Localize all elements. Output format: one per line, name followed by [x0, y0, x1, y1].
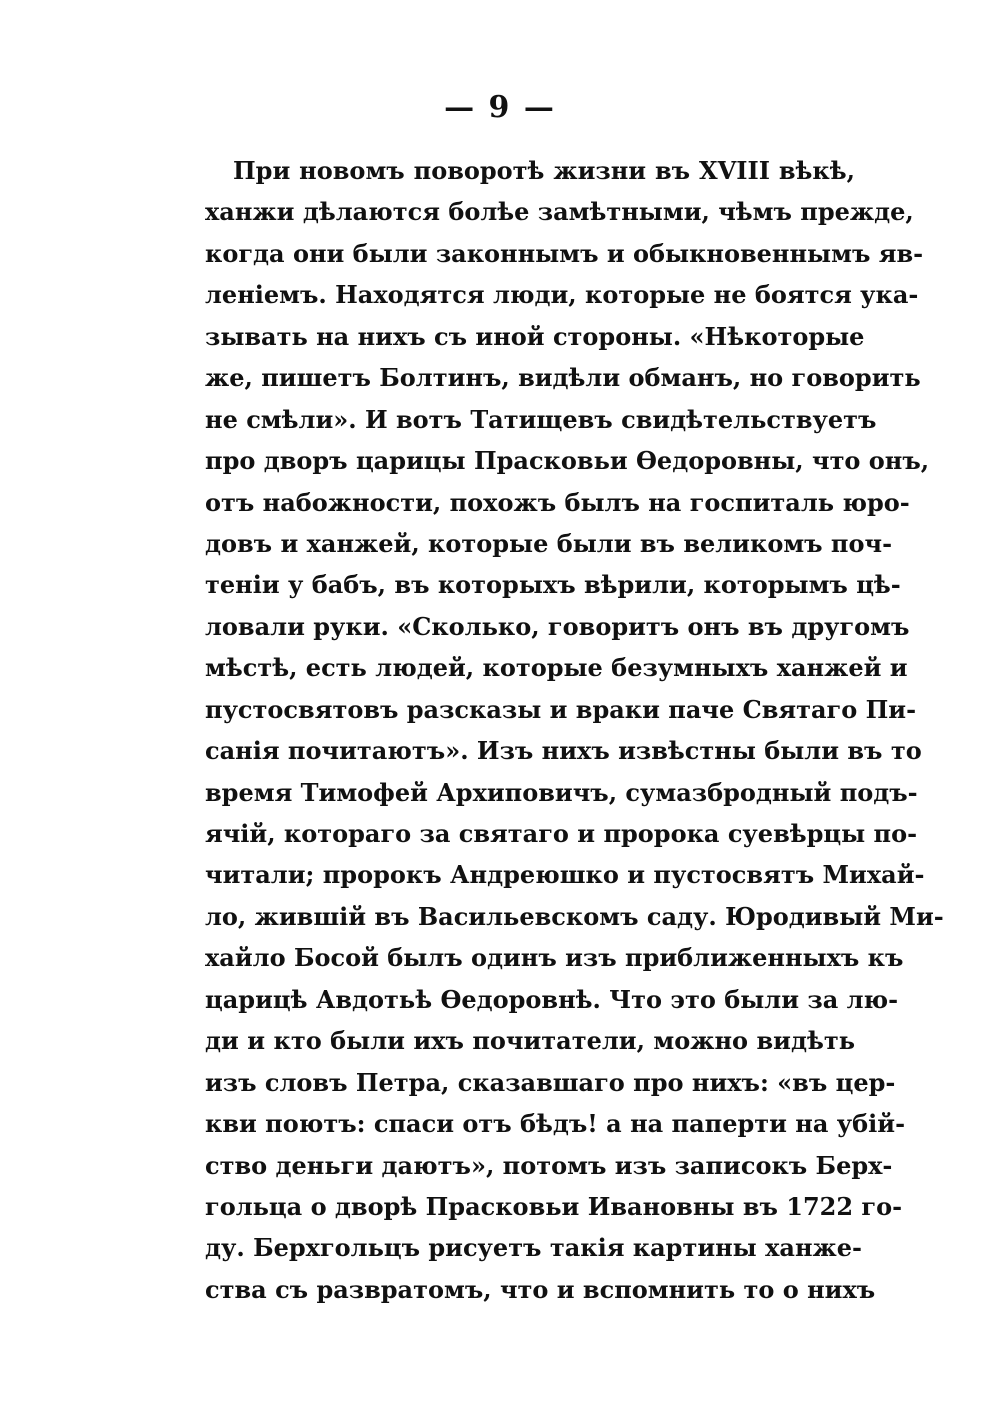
text-line: ства съ развратомъ, что и вспомнить то о нихъ: [205, 1274, 876, 1304]
text-line: леніемъ. Находятся люди, которые не боятся ука-: [205, 280, 919, 310]
text-line: же, пишетъ Болтинъ, видѣли обманъ, но говорить: [205, 363, 921, 393]
text-line: изъ словъ Петра, сказавшаго про нихъ: «въ цер-: [205, 1067, 896, 1097]
text-line: При новомъ повоpотѣ жизни въ XVIII вѣкѣ,: [233, 156, 855, 185]
text-line: про дворъ царицы Прасковьи Ѳедоровны, что онъ,: [205, 446, 930, 476]
text-line: пустосвятовъ разсказы и враки паче Святаго Пи-: [205, 694, 917, 724]
text-line: санія почитаютъ». Изъ нихъ извѣстны были въ то: [205, 736, 922, 766]
text-line: ячій, котораго за святаго и пророка суевѣрцы по-: [205, 819, 918, 848]
text-line: зывать на нихъ съ иной стороны. «Нѣкоторые: [205, 321, 865, 351]
text-line: ду. Берхгольцъ рисуетъ такія картины ханже-: [205, 1233, 862, 1263]
body-text: [205, 150, 944, 1310]
text-line: теніи у бабъ, въ которыхъ вѣрили, которымъ цѣ-: [205, 570, 901, 600]
text-line: ловали руки. «Сколько, говоритъ онъ въ другомъ: [205, 611, 910, 641]
text-line: когда они были законнымъ и обыкновеннымъ яв-: [205, 238, 924, 268]
text-line: хайло Босой былъ одинъ изъ приближенныхъ къ: [205, 943, 904, 973]
text-line: ло, жившій въ Васильевскомъ саду. Юродивый Ми-: [205, 901, 944, 931]
text-line: отъ набожности, похожъ былъ на госпиталь юро-: [205, 487, 910, 517]
text-line: время Тимофей Архиповичъ, сумазбродный подъ-: [205, 777, 918, 807]
text-line: ство деньги даютъ», потомъ изъ записокъ Берх-: [205, 1150, 893, 1180]
text-line: ди и кто были ихъ почитатели, можно видѣть: [205, 1026, 855, 1056]
text-line: не смѣли». И вотъ Татищевъ свидѣтельствуетъ: [205, 404, 877, 434]
text-line: мѣстѣ, есть людей, которые безумныхъ ханжей и: [205, 653, 908, 683]
text-line: царицѣ Авдотьѣ Ѳедоровнѣ. Что это были за лю-: [205, 984, 899, 1014]
text-line: кви поютъ: спаси отъ бѣдъ! а на паперти на убій-: [205, 1109, 906, 1139]
text-line: ханжи дѣлаются болѣе замѣтными, чѣмъ прежде,: [205, 197, 914, 227]
text-line: читали; пророкъ Андреюшко и пустосвятъ Михай-: [205, 860, 925, 890]
text-line: довъ и ханжей, которые были въ великомъ поч-: [205, 528, 893, 558]
text-line: гольца о дворѣ Прасковьи Ивановны въ 1722 го-: [205, 1191, 903, 1221]
page-number: — 9 —: [444, 90, 556, 125]
